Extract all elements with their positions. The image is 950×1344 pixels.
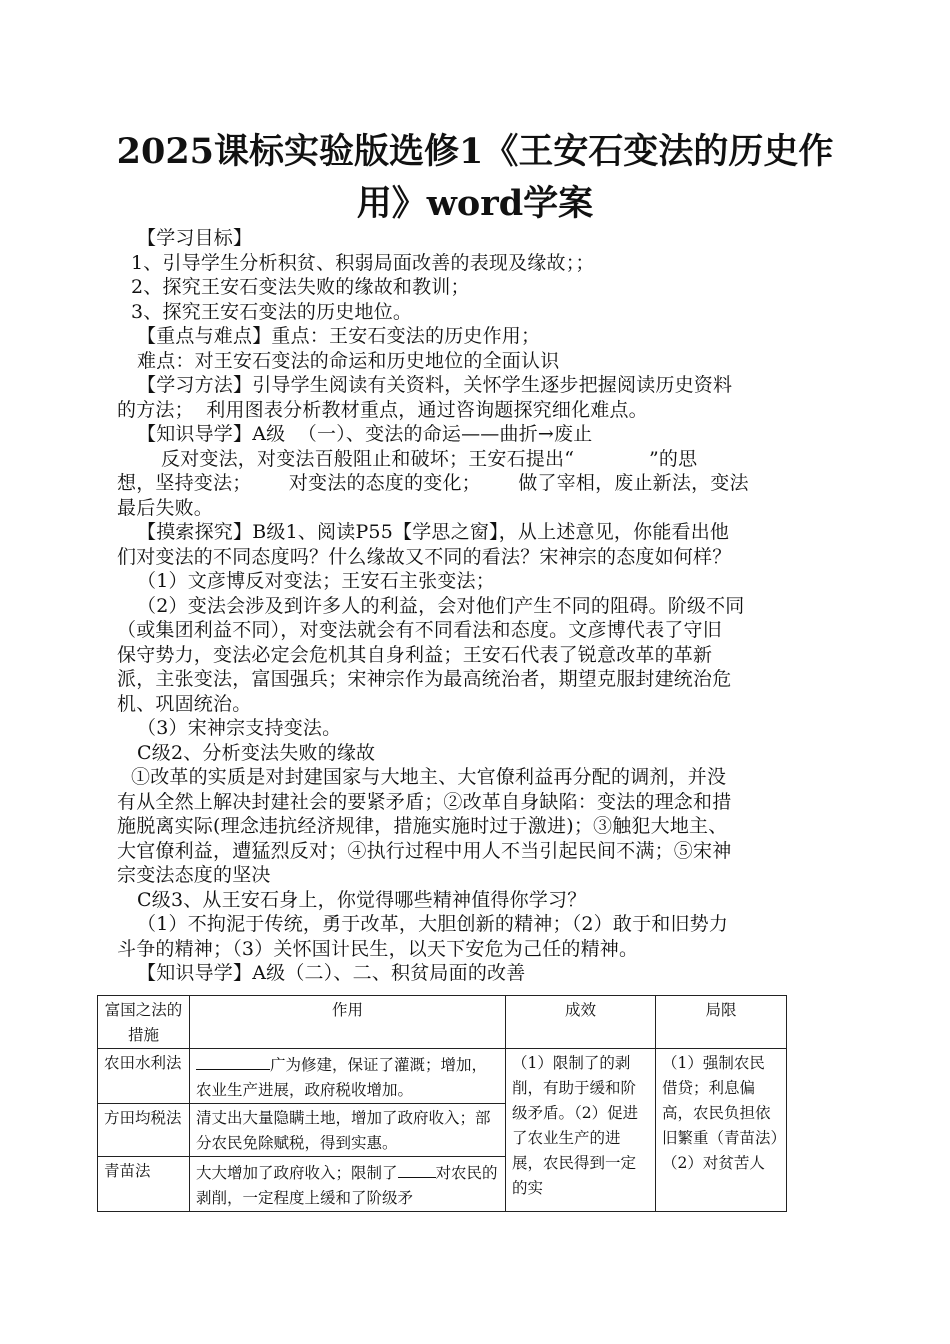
question-c3: C级3、从王安石身上，你觉得哪些精神值得你学习？ (137, 888, 587, 911)
effect-text-a: 大大增加了政府收入；限制了 (196, 1164, 398, 1182)
difficulty-line: 难点：对王安石变法的命运和历史地位的全面认识 (137, 349, 560, 372)
fill-blank[interactable] (398, 1159, 436, 1178)
document-body (117, 226, 833, 986)
goal-item-3: 3、探究王安石变法的历史地位。 (131, 300, 413, 323)
table-header-row (98, 996, 787, 1049)
guide-heading-a1: 【知识导学】A级 （一）、变法的命运——曲折→废止 (137, 423, 593, 445)
method-line-2: 的方法； 利用图表分析教材重点，通过咨询题探究细化难点。 (117, 398, 648, 421)
guide-text-line-1: 反对变法，对变法百般阻止和破坏；王安石提出“ ”的思 (161, 447, 698, 470)
goal-item-1: 1、引导学生分析积贫、积弱局面改善的表现及缘故；； (131, 251, 595, 274)
reason-line-5: 宗变法态度的坚决 (117, 864, 271, 886)
limit-cell: （1）强制农民借贷；利息偏高，农民负担依旧繁重（青苗法）（2）对贫苦人 (656, 1049, 787, 1212)
explore-line-2: 们对变法的不同态度吗？什么缘故又不同的看法？宋神宗的态度如何样？ (117, 545, 732, 568)
measure-cell: 青苗法 (98, 1157, 190, 1212)
answer-2-line-3: 保守势力，变法必定会危机其自身利益；王安石代表了锐意改革的革新 (117, 643, 713, 666)
question-c2: C级2、分析变法失败的缘故 (137, 741, 376, 764)
header-measures: 富国之法的措施 (98, 996, 190, 1049)
answer-2-line-1: （2）变法会涉及到许多人的利益，会对他们产生不同的阻碍。阶级不同 (137, 594, 745, 617)
reason-line-4: 大官僚利益，遭猛烈反对；④执行过程中用人不当引起民间不满；⑤宋神 (117, 839, 732, 862)
spirit-line-1: （1）不拘泥于传统，勇于改革，大胆创新的精神；（2）敢于和旧势力 (137, 913, 729, 935)
measure-cell: 方田均税法 (98, 1104, 190, 1157)
result-cell: （1）限制了的剥削，有助于缓和阶级矛盾。（2）促进了农业生产的进展，农民得到一定的实 (506, 1049, 656, 1212)
effect-text-b: 对农民的剥削，一定程度上缓和了阶级矛 (196, 1164, 498, 1207)
reason-line-3: 施脱离实际(理念违抗经济规律，措施实施时过于激进)；③触犯大地主、 (117, 815, 728, 837)
title-line-2: 用》word学案 (356, 183, 594, 224)
guide-text-line-3: 最后失败。 (117, 496, 214, 519)
spirit-line-2: 斗争的精神；（3）关怀国计民生，以天下安危为己任的精神。 (117, 937, 639, 960)
header-limit: 局限 (656, 996, 787, 1049)
key-points-line: 【重点与难点】重点：王安石变法的历史作用； (137, 325, 541, 347)
reform-measures-table (97, 995, 787, 1212)
section-heading-goals: 【学习目标】 (137, 227, 253, 249)
effect-cell (190, 1049, 506, 1104)
effect-text: 广为修建，保证了灌溉；增加，农业生产进展，政府税收增加。 (196, 1056, 488, 1099)
reason-line-2: 有从全然上解决封建社会的要紧矛盾；②改革自身缺陷：变法的理念和措 (117, 790, 732, 813)
answer-2-line-4: 派，主张变法，富国强兵；宋神宗作为最高统治者，期望克服封建统治危 (117, 668, 732, 690)
answer-2-line-5: 机、巩固统治。 (117, 692, 252, 715)
guide-heading-a2: 【知识导学】A级（二）、二、积贫局面的改善 (137, 962, 526, 984)
explore-line-1: 【摸索探究】B级1、阅读P55【学思之窗】，从上述意见，你能看出他 (137, 521, 730, 543)
title-line-1: 2025课标实验版选修1《王安石变法的历史作 (116, 131, 834, 172)
method-line-1: 【学习方法】引导学生阅读有关资料，关怀学生逐步把握阅读历史资料 (137, 374, 733, 396)
reason-line-1: ①改革的实质是对封建国家与大地主、大官僚利益再分配的调剂，并没 (131, 766, 727, 788)
measure-cell: 农田水利法 (98, 1049, 190, 1104)
table-row (98, 1049, 787, 1104)
effect-cell: 清丈出大量隐瞒土地，增加了政府收入；部分农民免除赋税，得到实惠。 (190, 1104, 506, 1157)
header-result: 成效 (506, 996, 656, 1049)
effect-cell (190, 1157, 506, 1212)
answer-2-line-2: （或集团利益不同），对变法就会有不同看法和态度。文彦博代表了守旧 (117, 619, 722, 641)
answer-1: （1）文彦博反对变法；王安石主张变法； (137, 570, 495, 592)
answer-3: （3）宋神宗支持变法。 (137, 717, 342, 739)
fill-blank[interactable] (196, 1051, 270, 1070)
header-effect: 作用 (190, 996, 506, 1049)
goal-item-2: 2、探究王安石变法失败的缘故和教训； (131, 276, 470, 298)
guide-text-line-2: 想，坚持变法； 对变法的态度的变化； 做了宰相，废止新法，变法 (117, 472, 749, 494)
document-title (110, 126, 840, 230)
